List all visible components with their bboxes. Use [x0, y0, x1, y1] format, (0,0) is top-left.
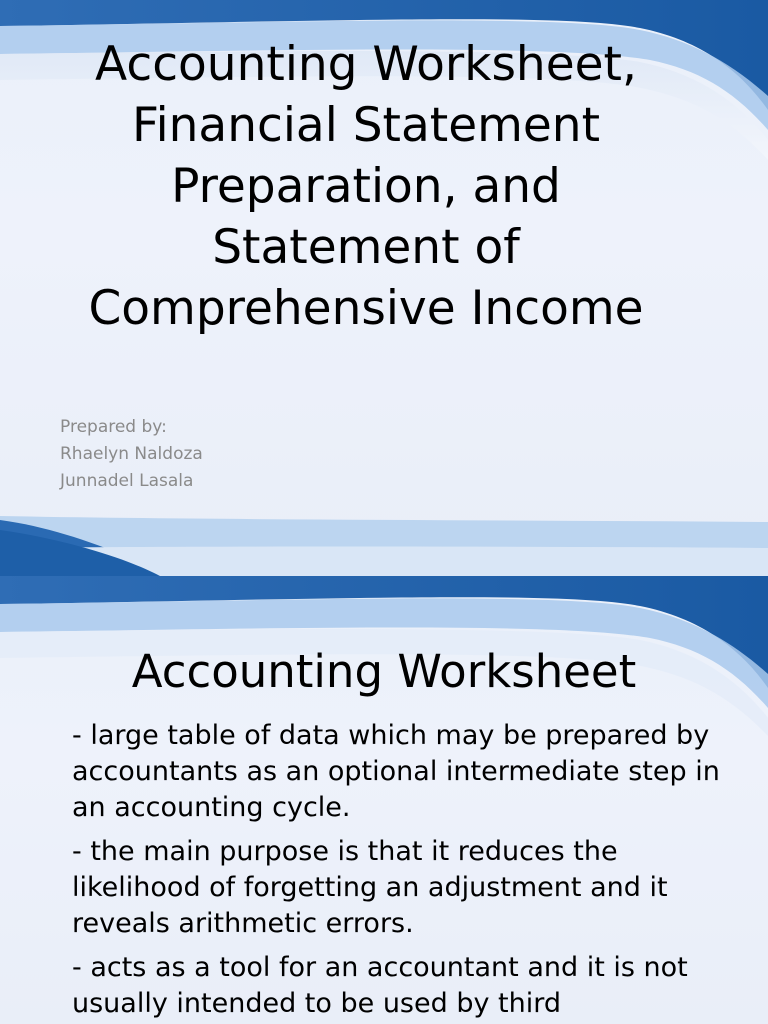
- prepared-by-label: Prepared by:: [60, 417, 167, 437]
- title-line: Accounting Worksheet,: [95, 37, 637, 92]
- title-line: Financial Statement: [131, 98, 601, 153]
- content-slide: [0, 576, 768, 1024]
- title-line: Statement of: [212, 220, 520, 275]
- title-line: Preparation, and: [171, 159, 561, 214]
- bullet-list: [72, 718, 752, 1024]
- bullet-item: - the main purpose is that it reduces the likelihood of forgetting an adjustment and it reveals arithmetic errors.: [72, 836, 668, 939]
- author-name: Junnadel Lasala: [60, 471, 194, 491]
- bullet-item: - large table of data which may be prepared by accountants as an optional intermediate step in an accounting cycle.: [72, 720, 720, 823]
- author-name: Rhaelyn Naldoza: [60, 444, 203, 464]
- title-line: Comprehensive Income: [88, 281, 644, 336]
- slide-title: Accounting Worksheet: [131, 645, 637, 698]
- bullet-item: - acts as a tool for an accountant and it is not usually intended to be used by third: [72, 952, 688, 1019]
- presentation-title: [0, 34, 732, 339]
- byline: [60, 414, 203, 495]
